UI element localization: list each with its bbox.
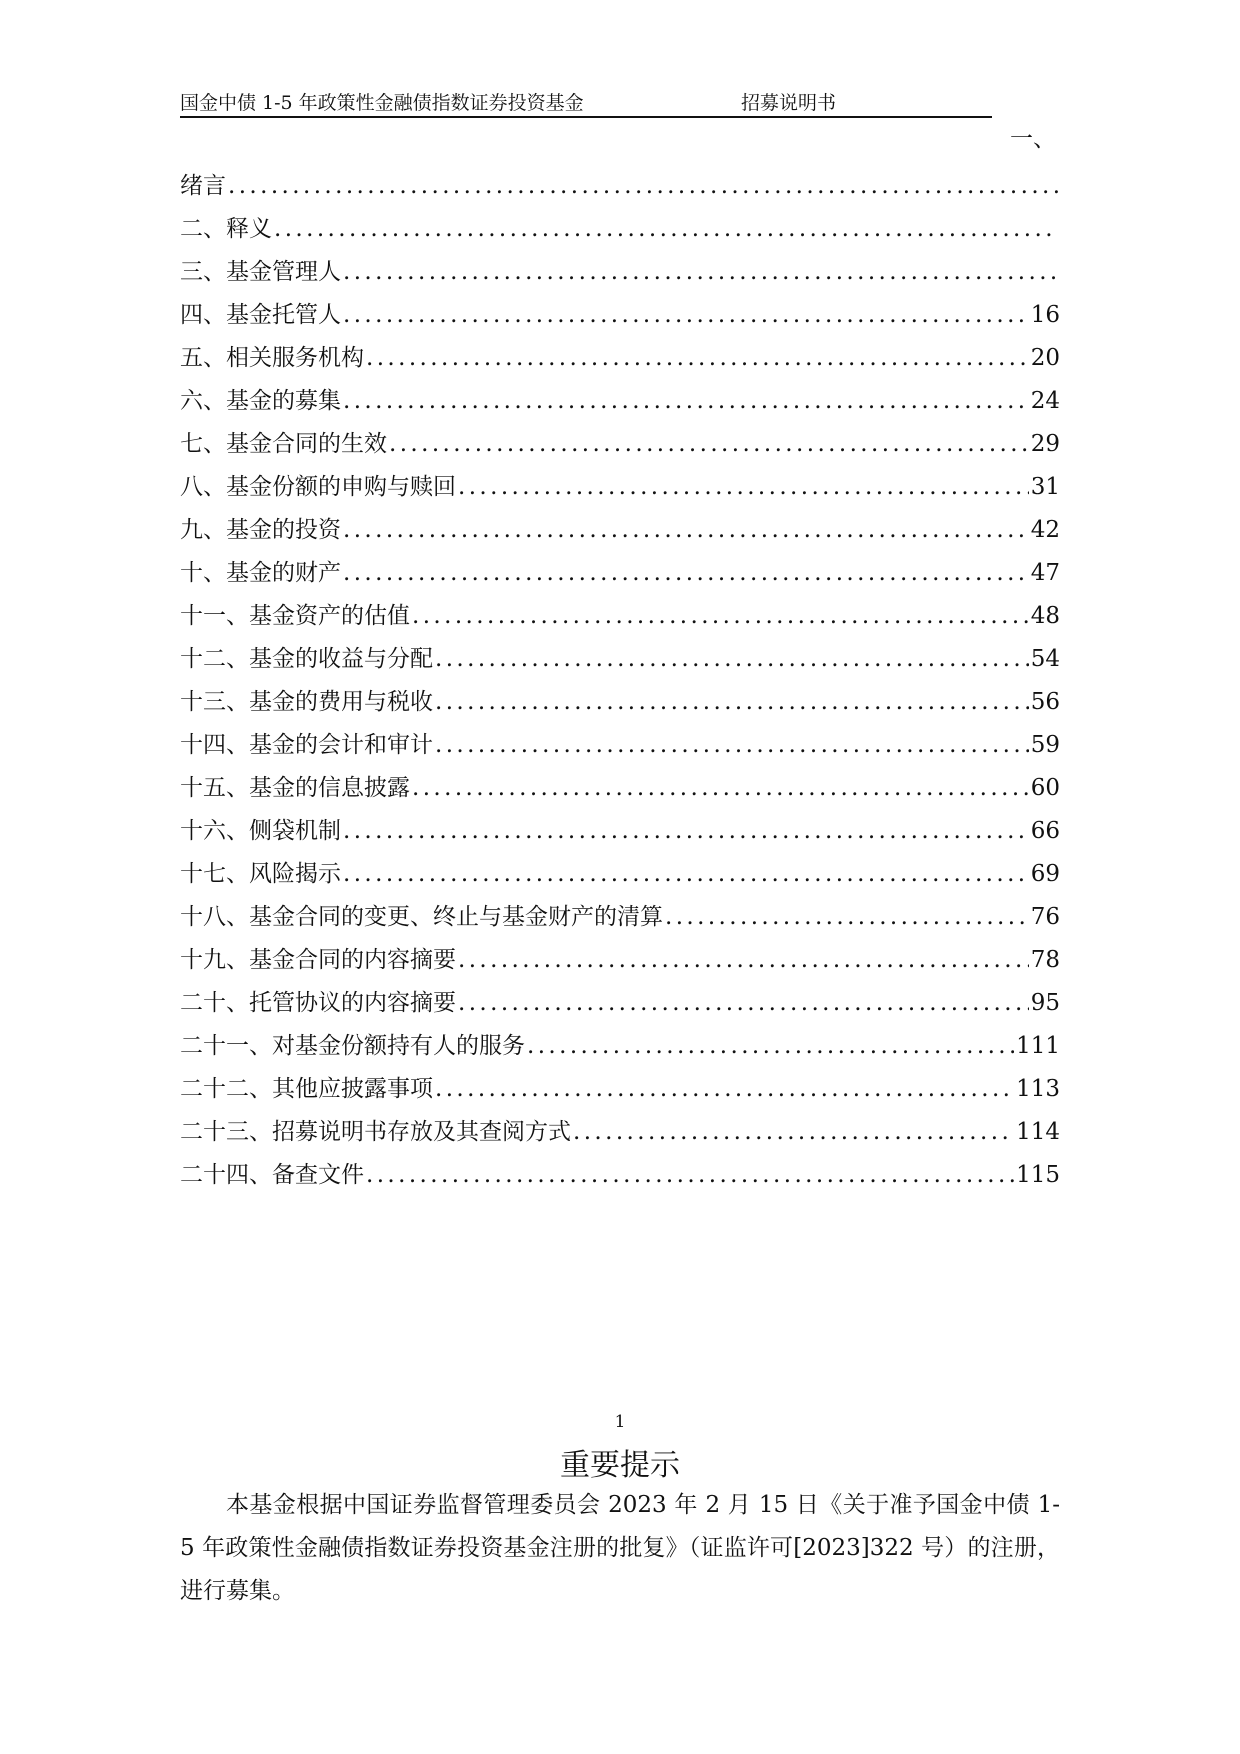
toc-entry-page: 47 — [1030, 560, 1060, 586]
toc-entry[interactable] — [180, 545, 1060, 588]
toc-entry-page: 16 — [1030, 302, 1060, 328]
toc-entry[interactable] — [180, 846, 1060, 889]
toc-entry-title: 二、释义 — [180, 216, 272, 242]
toc-dot-leader — [433, 1074, 1014, 1104]
toc-entry-page: 29 — [1030, 431, 1060, 457]
toc-entry[interactable] — [180, 717, 1060, 760]
table-of-contents — [180, 158, 1060, 1190]
toc-entry[interactable] — [180, 1061, 1060, 1104]
toc-dot-leader — [364, 343, 1029, 373]
toc-entry[interactable] — [180, 158, 1060, 201]
toc-entry-page: 60 — [1030, 775, 1060, 801]
toc-entry[interactable] — [180, 631, 1060, 674]
toc-entry-page: 115 — [1016, 1162, 1060, 1188]
toc-entry-title: 十九、基金合同的内容摘要 — [180, 947, 456, 973]
toc-entry[interactable] — [180, 373, 1060, 416]
toc-entry-title: 十四、基金的会计和审计 — [180, 732, 433, 758]
toc-entry[interactable] — [180, 459, 1060, 502]
toc-dot-leader — [341, 558, 1029, 588]
toc-entry-title: 十三、基金的费用与税收 — [180, 689, 433, 715]
toc-entry-page: 56 — [1030, 689, 1060, 715]
toc-entry-title: 十六、侧袋机制 — [180, 818, 341, 844]
toc-entry-page: 31 — [1030, 474, 1060, 500]
toc-entry-page: 42 — [1030, 517, 1060, 543]
toc-entry[interactable] — [180, 1104, 1060, 1147]
toc-entry-page: 66 — [1030, 818, 1060, 844]
toc-entry-page: 54 — [1030, 646, 1060, 672]
toc-entry-title: 十、基金的财产 — [180, 560, 341, 586]
toc-entry-title: 四、基金托管人 — [180, 302, 341, 328]
toc-continuation-marker: 一、 — [1010, 126, 1056, 152]
toc-entry[interactable] — [180, 201, 1060, 244]
toc-entry-title: 六、基金的募集 — [180, 388, 341, 414]
toc-entry[interactable] — [180, 889, 1060, 932]
toc-dot-leader — [341, 816, 1029, 846]
toc-dot-leader — [571, 1117, 1014, 1147]
toc-dot-leader — [410, 601, 1029, 631]
header-document-name: 国金中债 1-5 年政策性金融债指数证券投资基金 — [180, 92, 584, 114]
toc-entry-title: 十五、基金的信息披露 — [180, 775, 410, 801]
toc-entry-page: 69 — [1030, 861, 1060, 887]
toc-entry-page: 24 — [1030, 388, 1060, 414]
toc-entry-title: 七、基金合同的生效 — [180, 431, 387, 457]
toc-entry-title: 十二、基金的收益与分配 — [180, 646, 433, 672]
toc-dot-leader — [341, 859, 1029, 889]
toc-entry-title: 十八、基金合同的变更、终止与基金财产的清算 — [180, 904, 663, 930]
toc-dot-leader — [341, 515, 1029, 545]
toc-entry-title: 十一、基金资产的估值 — [180, 603, 410, 629]
toc-entry-page: 95 — [1030, 990, 1060, 1016]
toc-dot-leader — [663, 902, 1029, 932]
toc-entry[interactable] — [180, 674, 1060, 717]
toc-entry-page: 59 — [1030, 732, 1060, 758]
toc-dot-leader — [456, 945, 1029, 975]
toc-dot-leader — [341, 257, 1058, 287]
toc-entry[interactable] — [180, 244, 1060, 287]
toc-entry[interactable] — [180, 1147, 1060, 1190]
toc-entry[interactable] — [180, 760, 1060, 803]
toc-entry-title: 二十三、招募说明书存放及其查阅方式 — [180, 1119, 571, 1145]
toc-entry-page: 20 — [1030, 345, 1060, 371]
toc-dot-leader — [433, 730, 1029, 760]
toc-entry[interactable] — [180, 588, 1060, 631]
toc-entry-page: 78 — [1030, 947, 1060, 973]
toc-entry-title: 二十四、备查文件 — [180, 1162, 364, 1188]
toc-entry-title: 三、基金管理人 — [180, 259, 341, 285]
toc-entry-title: 二十、托管协议的内容摘要 — [180, 990, 456, 1016]
toc-dot-leader — [433, 644, 1029, 674]
toc-dot-leader — [456, 988, 1029, 1018]
toc-entry-title: 八、基金份额的申购与赎回 — [180, 474, 456, 500]
toc-dot-leader — [341, 300, 1029, 330]
toc-entry-page: 113 — [1016, 1076, 1060, 1102]
toc-entry-page: 111 — [1016, 1033, 1060, 1059]
toc-entry[interactable] — [180, 975, 1060, 1018]
page-number: 1 — [614, 1412, 626, 1432]
toc-entry-title: 绪言 — [180, 173, 226, 199]
toc-entry-page: 48 — [1030, 603, 1060, 629]
header-document-type: 招募说明书 — [741, 92, 837, 114]
notice-title: 重要提示 — [560, 1448, 680, 1483]
toc-entry[interactable] — [180, 932, 1060, 975]
toc-entry[interactable] — [180, 803, 1060, 846]
toc-dot-leader — [410, 773, 1029, 803]
toc-entry-page: 114 — [1016, 1119, 1060, 1145]
toc-entry-title: 五、相关服务机构 — [180, 345, 364, 371]
toc-dot-leader — [456, 472, 1029, 502]
toc-dot-leader — [387, 429, 1029, 459]
toc-entry-title: 二十一、对基金份额持有人的服务 — [180, 1033, 525, 1059]
toc-dot-leader — [341, 386, 1029, 416]
toc-dot-leader — [226, 171, 1058, 201]
page-header — [180, 88, 992, 118]
toc-entry[interactable] — [180, 330, 1060, 373]
toc-entry-page: 76 — [1030, 904, 1060, 930]
toc-entry-title: 十七、风险揭示 — [180, 861, 341, 887]
toc-entry[interactable] — [180, 287, 1060, 330]
toc-dot-leader — [433, 687, 1029, 717]
toc-dot-leader — [272, 214, 1058, 244]
toc-entry-title: 二十二、其他应披露事项 — [180, 1076, 433, 1102]
toc-dot-leader — [364, 1160, 1014, 1190]
toc-dot-leader — [525, 1031, 1014, 1061]
toc-entry[interactable] — [180, 502, 1060, 545]
notice-body: 本基金根据中国证券监督管理委员会 2023 年 2 月 15 日《关于准予国金中债 1-5 年政策性金融债指数证券投资基金注册的批复》（证监许可[2023]322 号）的注册，进行募集。 — [180, 1492, 1060, 1604]
toc-entry-title: 九、基金的投资 — [180, 517, 341, 543]
toc-entry[interactable] — [180, 416, 1060, 459]
toc-entry[interactable] — [180, 1018, 1060, 1061]
